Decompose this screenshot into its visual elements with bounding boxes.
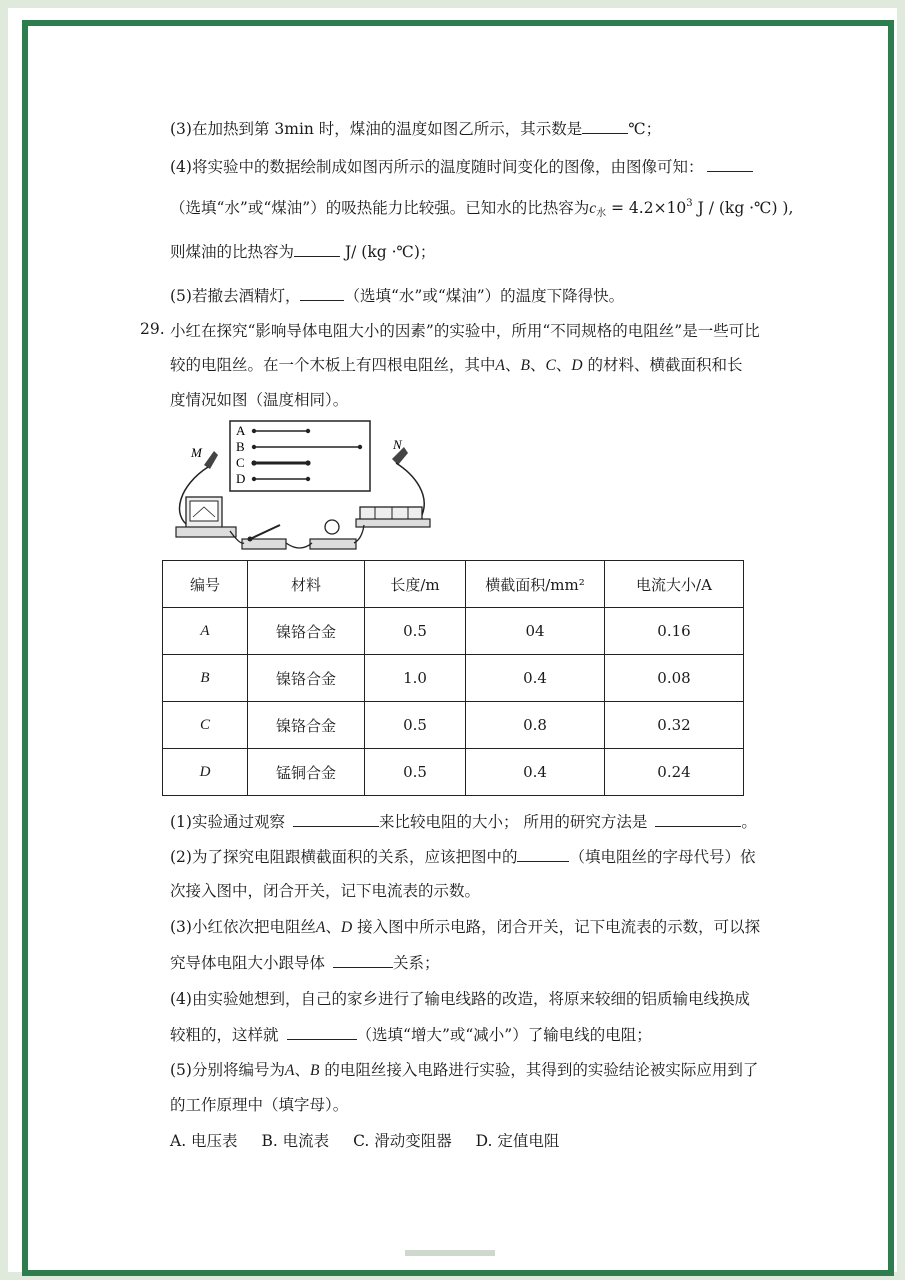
q29-sub3-text: (3)小红依次把电阻丝 [170, 918, 316, 936]
table-header: 材料 [248, 561, 365, 608]
separator: 、 [504, 356, 521, 374]
q29-sub2-line2: 次接入图中，闭合开关，记下电流表的示数。 [170, 882, 481, 900]
q29-sub3 [170, 916, 760, 939]
option-b[interactable]: B. 电流表 [261, 1132, 330, 1150]
q29-sub1-text2: 来比较电阻的大小； 所用的研究方法是 [378, 813, 648, 831]
option-d[interactable]: D. 定值电阻 [475, 1132, 560, 1150]
table-cell: 镍铬合金 [248, 702, 365, 749]
table-cell: 0.16 [605, 608, 744, 655]
wire-letter: D [340, 919, 353, 936]
q29-sub2 [170, 845, 755, 868]
q28-part4 [170, 155, 753, 178]
wire-letter: D [571, 357, 583, 374]
specific-heat-symbol: c [589, 200, 597, 217]
wire-letter: A [495, 357, 505, 374]
table-cell: A [163, 608, 248, 655]
page-footer-mark [405, 1250, 495, 1256]
q29-sub5-line2: 的工作原理中（填字母）。 [170, 1096, 349, 1114]
wire-letter: B [520, 357, 530, 374]
q29-sub4-line2 [170, 1023, 652, 1046]
option-a[interactable]: A. 电压表 [170, 1132, 238, 1150]
table-header: 电流大小/A [605, 561, 744, 608]
wire-letter: A [284, 1062, 295, 1079]
table-cell: 0.8 [466, 702, 605, 749]
question-number: 29. [140, 320, 165, 338]
answer-blank[interactable] [582, 117, 628, 134]
table-cell: B [163, 655, 248, 702]
table-header: 长度/m [365, 561, 466, 608]
q28-part3-unit: ℃； [628, 120, 662, 138]
table-cell: 镍铬合金 [248, 608, 365, 655]
table-cell: 0.4 [466, 655, 605, 702]
q28-part3-text: (3)在加热到第 3min 时，煤油的温度如图乙所示，其示数是 [170, 120, 583, 138]
separator: 、 [529, 356, 546, 374]
clip-label-m: M [191, 445, 202, 460]
table-row [163, 749, 744, 796]
specific-heat-value: = 4.2×10 [606, 199, 687, 217]
wire-label-d: D [236, 471, 246, 486]
specific-heat-unit: J / (kg ·℃) ), [692, 199, 794, 217]
q29-sub1-text: (1)实验通过观察 [170, 813, 285, 831]
resistance-data-table [162, 560, 744, 796]
q28-part4-unit: J/ (kg ·℃)； [340, 243, 436, 261]
answer-blank[interactable] [294, 240, 340, 257]
q29-sub3-text2: 接入图中所示电路，闭合开关，记下电流表的示数，可以探 [352, 918, 761, 936]
answer-blank[interactable] [517, 845, 569, 862]
table-header-row [163, 561, 744, 608]
table-row [163, 608, 744, 655]
q29-sub5-text: (5)分别将编号为 [170, 1061, 285, 1079]
table-cell: 镍铬合金 [248, 655, 365, 702]
separator: 、 [555, 356, 572, 374]
table-cell: 0.5 [365, 749, 466, 796]
q28-part5 [170, 284, 624, 307]
q29-sub3-end: 关系； [393, 954, 440, 972]
separator: 、 [325, 918, 341, 936]
q29-intro-line1: 小红在探究“影响导体电阻大小的因素”的实验中，所用“不同规格的电阻丝”是一些可比 [170, 322, 760, 340]
wire-label-c: C [236, 455, 245, 470]
answer-blank[interactable] [333, 951, 393, 968]
table-cell: 0.5 [365, 702, 466, 749]
q28-part5-text2: （选填“水”或“煤油”）的温度下降得快。 [344, 287, 625, 305]
answer-blank[interactable] [707, 155, 753, 172]
table-row [163, 655, 744, 702]
q29-intro-line3: 度情况如图（温度相同）。 [170, 391, 349, 409]
answer-blank[interactable] [655, 810, 741, 827]
q29-sub5 [170, 1059, 758, 1082]
circuit-diagram [160, 415, 450, 560]
table-cell: 0.4 [466, 749, 605, 796]
table-cell: D [163, 749, 248, 796]
wire-letter: C [545, 357, 556, 374]
q28-part4-line3 [170, 240, 435, 263]
q29-sub4-text: 较粗的，这样就 [170, 1026, 279, 1044]
q29-sub4: (4)由实验她想到，自己的家乡进行了输电线路的改造，将原来较细的铝质输电线换成 [170, 990, 750, 1008]
q29-intro-text: 较的电阻丝。在一个木板上有四根电阻丝，其中 [170, 356, 496, 374]
table-cell: C [163, 702, 248, 749]
clip-label-n: N [393, 437, 402, 452]
q28-part5-text: (5)若撤去酒精灯， [170, 287, 301, 305]
q29-sub3-line2 [170, 951, 440, 974]
table-cell: 0.08 [605, 655, 744, 702]
q28-part4-text: (4)将实验中的数据绘制成如图丙所示的温度随时间变化的图像，由图像可知： [170, 158, 704, 176]
option-c[interactable]: C. 滑动变阻器 [353, 1132, 452, 1150]
table-header: 横截面积/mm² [466, 561, 605, 608]
table-cell: 1.0 [365, 655, 466, 702]
table-header: 编号 [163, 561, 248, 608]
wire-letter: A [315, 919, 326, 936]
wire-label-a: A [236, 423, 246, 438]
table-row [163, 702, 744, 749]
specific-heat-subscript: 水 [596, 208, 607, 219]
q29-sub1 [170, 810, 757, 833]
q29-intro-line2 [170, 354, 742, 377]
q28-part4-text2: （选填“水”或“煤油”）的吸热能力比较强。已知水的比热容为 [170, 199, 590, 217]
specific-heat-exponent: 3 [686, 198, 693, 209]
table-cell: 04 [466, 608, 605, 655]
wire-label-b: B [236, 439, 245, 454]
q28-part3 [170, 117, 661, 140]
clip-m [204, 451, 218, 469]
separator: 、 [294, 1061, 310, 1079]
q29-sub2-text: (2)为了探究电阻跟横截面积的关系，应该把图中的 [170, 848, 518, 866]
bulb [325, 520, 339, 534]
q29-sub2-text2: （填电阻丝的字母代号）依 [569, 848, 756, 866]
q28-part4-line2 [170, 193, 793, 225]
q29-sub1-end: 。 [741, 813, 757, 831]
wire-letter: B [309, 1062, 320, 1079]
table-cell: 0.5 [365, 608, 466, 655]
q28-part4-text3: 则煤油的比热容为 [170, 243, 295, 261]
answer-blank[interactable] [287, 1023, 357, 1040]
answer-blank[interactable] [293, 810, 379, 827]
table-cell: 0.24 [605, 749, 744, 796]
table-cell: 0.32 [605, 702, 744, 749]
table-cell: 锰铜合金 [248, 749, 365, 796]
answer-blank[interactable] [300, 284, 344, 301]
q29-sub4-text2: （选填“增大”或“减小”）了输电线的电阻； [356, 1026, 652, 1044]
q29-options [170, 1130, 559, 1152]
q29-sub5-text2: 的电阻丝接入电路进行实验，其得到的实验结论被实际应用到了 [319, 1061, 759, 1079]
q29-intro-text: 的材料、横截面积和长 [582, 356, 743, 374]
q29-sub3-text3: 究导体电阻大小跟导体 [170, 954, 326, 972]
